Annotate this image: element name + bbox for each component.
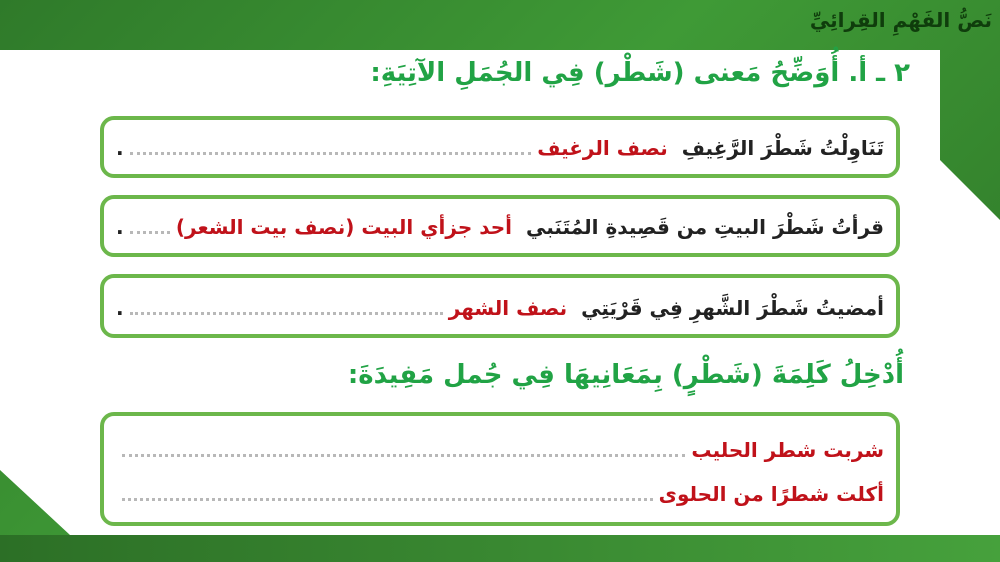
- answer-text: نصف الرغيف: [537, 136, 668, 160]
- sentence-line-3: [116, 296, 884, 320]
- example-sentence: شربت شطر الحليب: [691, 438, 884, 462]
- section1-heading: ٢ ـ أ. أُوَضِّحُ مَعنى (شَطْر) فِي الجُمَلِ الآتِيَةِ:: [370, 58, 910, 88]
- dotted-line: [130, 311, 443, 315]
- sentence-end: .: [116, 215, 124, 239]
- sentence-end: .: [116, 136, 124, 160]
- answer-text: أحد جزأي البيت (نصف بيت الشعر): [175, 215, 513, 239]
- sentence-box-3: [100, 274, 900, 338]
- dotted-line: [130, 151, 532, 155]
- sentence-text: تَنَاوِلْتُ شَطْرَ الرَّغِيفِ: [681, 136, 884, 160]
- dotted-line: [130, 230, 170, 234]
- example-sentence: أكلت شطرًا من الحلوى: [658, 482, 884, 506]
- sentence-text: أمضيتُ شَطْرَ الشَّهرِ فِي قَرْيَتِي: [581, 296, 884, 320]
- sentence-line-2: [116, 215, 884, 239]
- sentence-line-4: [116, 438, 884, 462]
- bottom-band: [0, 535, 1000, 562]
- sentence-line-1: [116, 136, 884, 160]
- section2-heading: أُدْخِلُ كَلِمَةَ (شَطْرٍ) بِمَعَانِيهَا فِي جُمل مَفِيدَةَ:: [347, 360, 904, 390]
- answer-text: نصف الشهر: [448, 296, 568, 320]
- dotted-line: [122, 453, 685, 457]
- sentence-text: قرأتُ شَطْرَ البيتِ من قَصِيدةِ المُتَنَبي: [526, 215, 884, 239]
- sentence-box-2: [100, 195, 900, 257]
- sentence-box-1: [100, 116, 900, 178]
- sentences-box: [100, 412, 900, 526]
- sentence-end: .: [116, 296, 124, 320]
- dotted-line: [122, 497, 653, 501]
- page-title: نَصُّ الفَهْمِ القِرائِيِّ: [809, 8, 992, 32]
- sentence-line-5: [116, 482, 884, 506]
